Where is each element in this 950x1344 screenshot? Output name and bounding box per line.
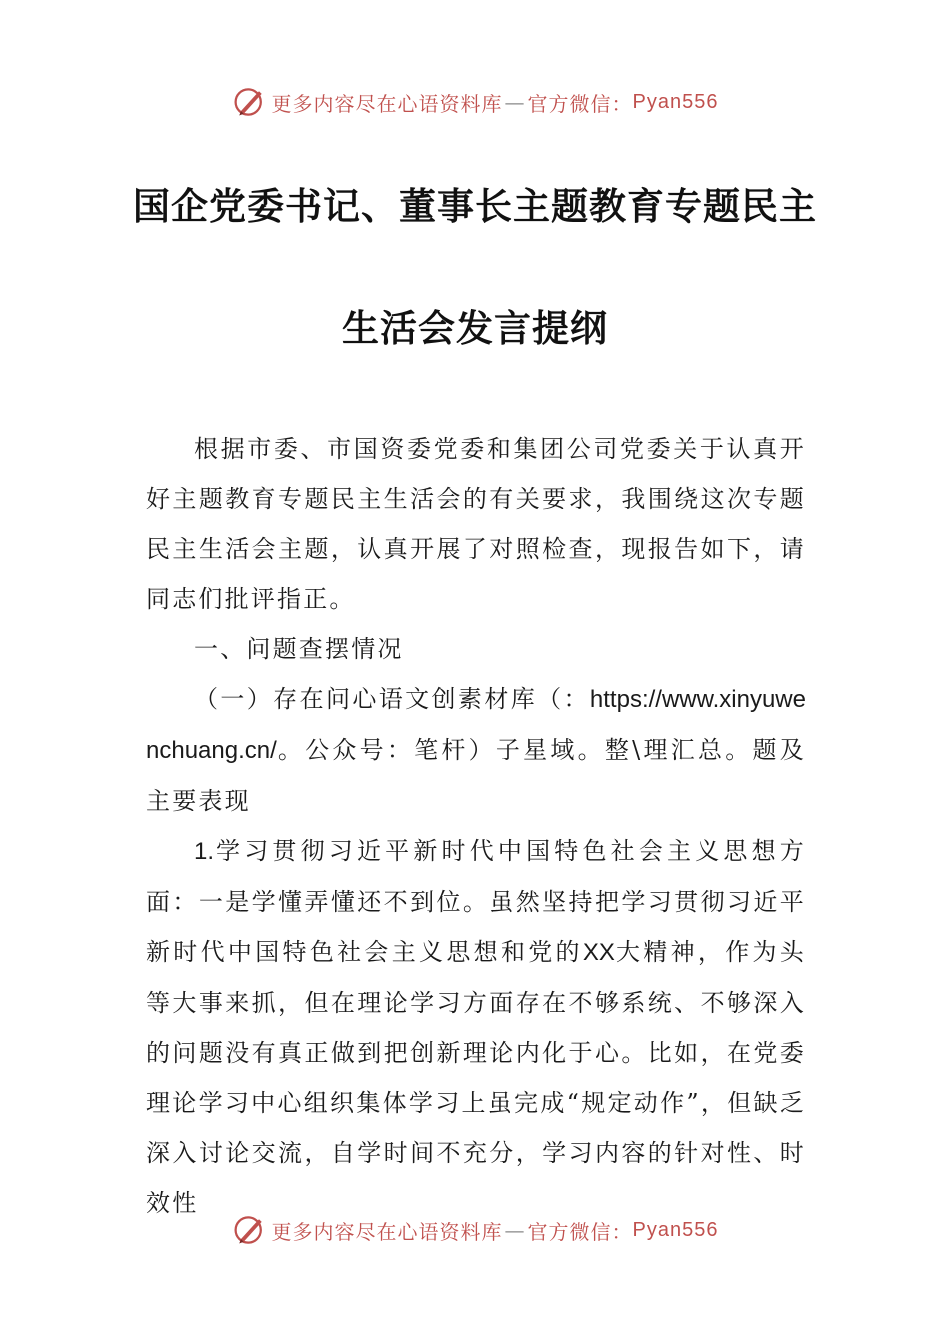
subsection-suffix: 。公众号：笔杆）子星域。整\理汇总。题及主要表现 — [146, 736, 806, 815]
watermark-contact-id: Pyan556 — [632, 1218, 719, 1241]
header-watermark — [0, 80, 950, 124]
pen-logo-icon — [232, 84, 268, 120]
document-body — [146, 424, 806, 1228]
footer-watermark — [0, 1208, 950, 1252]
watermark-dash: — — [504, 1218, 526, 1242]
subsection-prefix: （一）存在问心语文创素材库（： — [194, 685, 590, 713]
subsection-heading — [146, 674, 806, 826]
pen-logo-icon — [232, 1212, 268, 1248]
document-title-line-2: 生活会发言提纲 — [342, 306, 608, 350]
intro-paragraph: 根据市委、市国资委党委和集团公司党委关于认真开好主题教育专题民主生活会的有关要求，我围绕这次专题民主生活会主题，认真开展了对照检查，现报告如下，请同志们批评指正。 — [146, 435, 806, 613]
item-paragraph — [146, 826, 806, 1228]
watermark-text: 更多内容尽在心语资料库 — [271, 91, 503, 116]
item-text-part-1: 学习贯彻习近平新时代中国特色社会主义思想方面：一是学懂弄懂还不到位。虽然坚持把学习贯彻习近平新时代中国特色社会主义思想和党的 — [146, 837, 806, 966]
watermark-text: 更多内容尽在心语资料库 — [271, 1219, 503, 1244]
document-title-line-1: 国企党委书记、董事长主题教育专题民主 — [133, 184, 817, 228]
watermark-dash: — — [504, 90, 526, 114]
watermark-contact-label: 官方微信： — [527, 1219, 633, 1244]
watermark-contact-label: 官方微信： — [527, 91, 633, 116]
item-text-part-2: 大精神，作为头等大事来抓，但在理论学习方面存在不够系统、不够深入的问题没有真正做到把创新理论内化于心。比如，在党委理论学习中心组织集体学习上虽完成“规定动作”，但缺乏深入讨论交流，自学时间不充分，学习内容的针对性、时效性 — [146, 938, 806, 1217]
watermark-contact-id: Pyan556 — [632, 90, 719, 113]
section-heading: 一、问题查摆情况 — [194, 635, 404, 663]
source-url-link[interactable]: https://www.xinyuwenchuang.cn/ — [146, 686, 806, 764]
item-number: 1. — [194, 838, 215, 865]
item-placeholder-xx: XX — [582, 939, 615, 966]
